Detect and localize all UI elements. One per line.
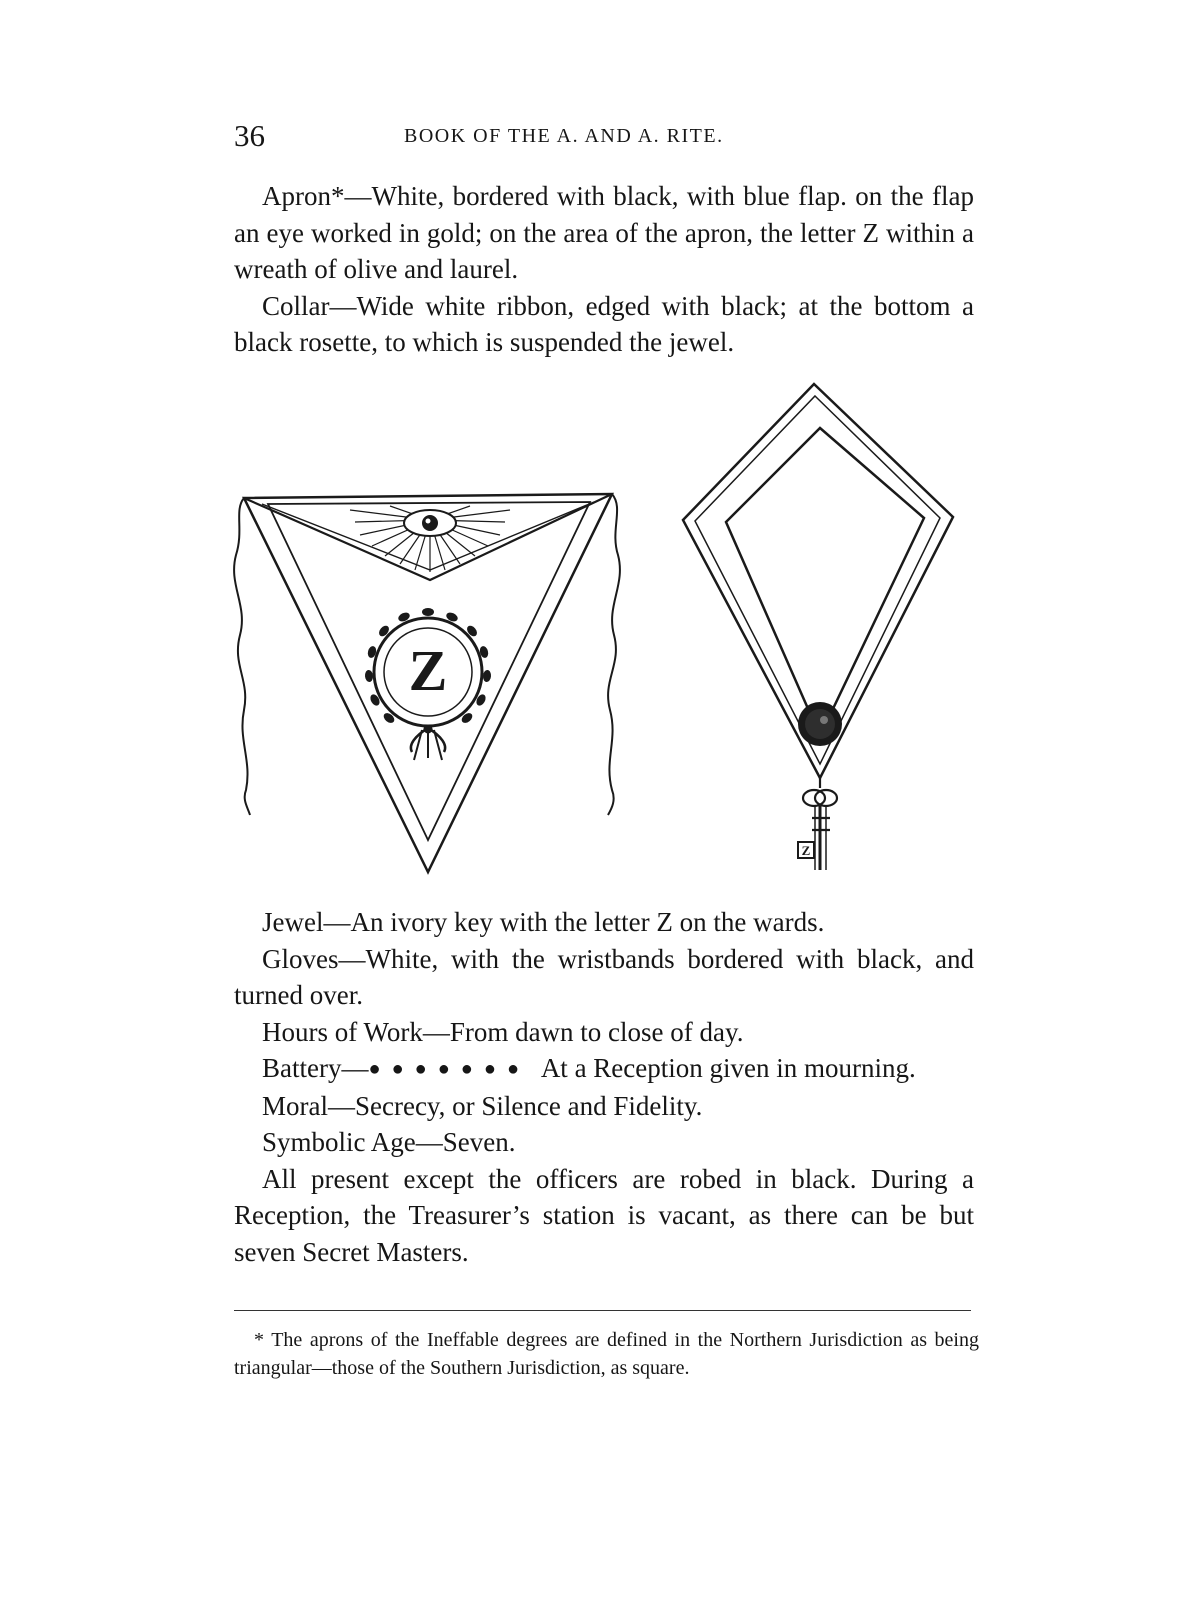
symbolic-age-paragraph: Symbolic Age—Seven.: [262, 1127, 516, 1157]
jewel-paragraph: Jewel—An ivory key with the letter Z on the wards.: [262, 907, 825, 937]
page-number: 36: [234, 118, 265, 153]
text-block-top: [234, 178, 981, 361]
collar-paragraph: Collar—Wide white ribbon, edged with black; at the bottom a black rosette, to which is suspended the jewel.: [234, 290, 981, 357]
jewel-ward-letter: Z: [801, 843, 811, 858]
battery-dots: ● ● ● ● ● ● ●: [368, 1058, 523, 1080]
regalia-illustration: [0, 380, 1200, 900]
moral-paragraph: Moral—Secrecy, or Silence and Fidelity.: [262, 1090, 703, 1121]
rosette-icon: [798, 702, 842, 746]
officers-paragraph: All present except the officers are robed in black. During a Reception, the Treasurer’s station is vacant, as there can be but seven Secret Masters.: [234, 1163, 981, 1267]
footnote-rule: [234, 1310, 971, 1311]
text-block-bottom: [234, 904, 981, 1270]
all-seeing-eye-icon: [350, 506, 510, 572]
battery-text: At a Reception given in mourning.: [540, 1053, 916, 1083]
header-title: BOOK OF THE A. AND A. RITE.: [404, 125, 724, 147]
running-head: [234, 116, 964, 156]
battery-label: Battery—: [262, 1053, 369, 1083]
gloves-paragraph: Gloves—White, with the wristbands bordered with black, and turned over.: [234, 943, 981, 1010]
footnote: [234, 1326, 979, 1382]
hours-paragraph: Hours of Work—From dawn to close of day.: [262, 1016, 744, 1047]
apron-paragraph: Apron*—White, bordered with black, with blue flap. on the flap an eye worked in gold; on the area of the apron, the letter Z within a wreath of olive and laurel.: [234, 181, 981, 284]
battery-paragraph: [234, 1050, 974, 1088]
apron-letter: Z: [408, 638, 448, 703]
footnote-text: * The aprons of the Ineffable degrees are defined in the Northern Jurisdiction as being triangular—those of the Southern Jurisdiction, as square.: [234, 1329, 979, 1379]
